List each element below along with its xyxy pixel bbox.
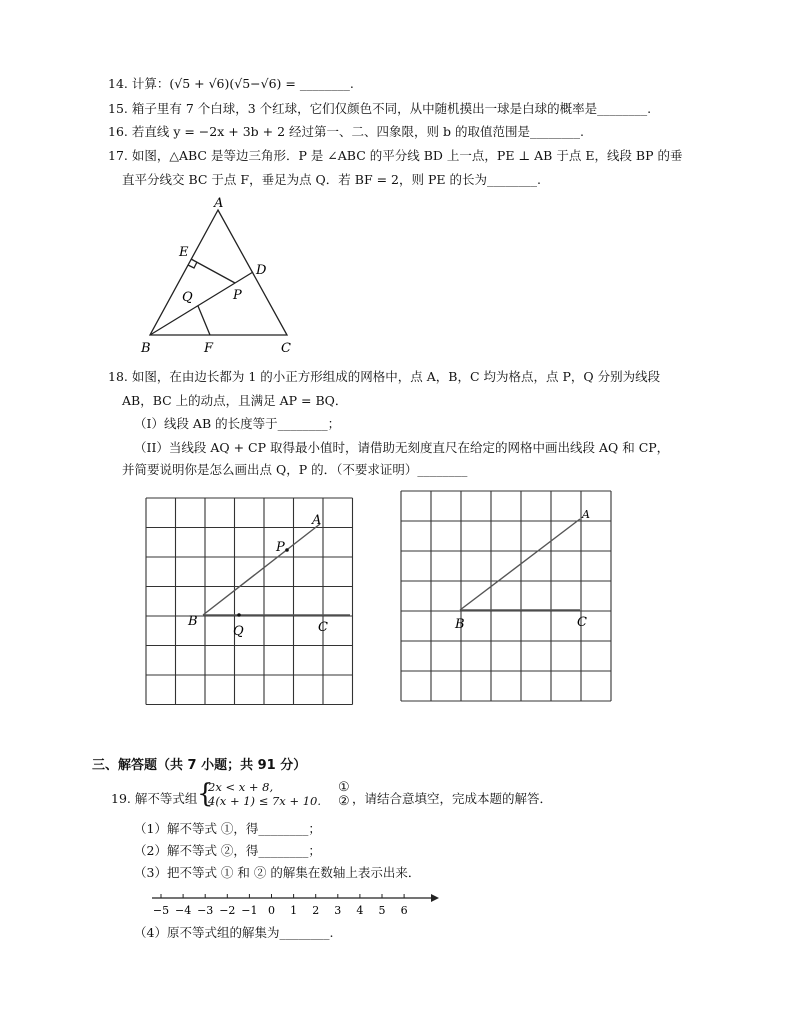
question-19-prefix: 19. 解不等式组 — [111, 791, 198, 806]
question-18-line2: AB，BC 上的动点，且满足 AP = BQ． — [122, 393, 348, 408]
question-19-step4: （4）原不等式组的解集为________. — [134, 925, 334, 940]
triangle-abc — [150, 210, 287, 335]
section-3-heading: 三、解答题（共 7 小题；共 91 分） — [92, 758, 307, 773]
inequality-1: 2x < x + 8, — [208, 780, 274, 794]
number-line-tick-label: 4 — [356, 904, 364, 917]
question-17-line1: 17. 如图，△ABC 是等边三角形．P 是 ∠ABC 的平分线 BD 上一点，PE ⊥ AB 于点 E，线段 BP 的垂 — [108, 148, 683, 163]
number-line-tick-label: −2 — [219, 904, 236, 917]
bisector-bd — [150, 272, 253, 335]
segment-ab — [203, 524, 320, 615]
grid1-label-a: A — [312, 513, 322, 528]
question-18-part2: （II）当线段 AQ + CP 取得最小值时，请借助无刻度直尺在给定的网格中画出线段 AQ 和 CP， — [134, 440, 670, 455]
grid1-label-c: C — [318, 620, 328, 635]
segment-pe — [191, 259, 235, 283]
question-19-step2: （2）解不等式 ②，得________； — [134, 843, 321, 858]
grid2-label-c: C — [577, 615, 587, 630]
question-17-line2: 直平分线交 BC 于点 F，垂足为点 Q．若 BF = 2，则 PE 的长为________. — [122, 172, 541, 187]
label-a: A — [214, 196, 224, 211]
grid2-label-b: B — [455, 617, 465, 632]
segment-ab — [460, 519, 580, 610]
number-line-arrow-icon — [431, 894, 439, 902]
question-18-part3: 并简要说明你是怎么画出点 Q，P 的．（不要求证明）________ — [122, 462, 468, 477]
number-line-tick-label: 2 — [312, 904, 320, 917]
question-15: 15. 箱子里有 7 个白球，3 个红球，它们仅颜色不同，从中随机摸出一球是白球的概率是________. — [108, 101, 652, 116]
number-line-tick-label: 5 — [378, 904, 386, 917]
number-line-tick-label: −3 — [197, 904, 214, 917]
label-e: E — [179, 245, 189, 260]
question-14: 14. 计算：(√5 + √6)(√5−√6) = ________. — [108, 76, 354, 91]
grid1-label-q: Q — [233, 624, 244, 639]
question-16: 16. 若直线 y = −2x + 3b + 2 经过第一、二、四象限，则 b 的取值范围是________. — [108, 124, 584, 139]
question-19-step3: （3）把不等式 ① 和 ② 的解集在数轴上表示出来． — [134, 865, 421, 880]
label-b: B — [141, 341, 151, 356]
question-19-step1: （1）解不等式 ①，得________； — [134, 821, 321, 836]
number-line-tick-label: 0 — [268, 904, 275, 917]
system-brace: { — [197, 779, 214, 809]
mark-2: ② — [338, 794, 350, 809]
number-line-tick-label: −4 — [174, 904, 192, 917]
question-18-line1: 18. 如图，在由边长都为 1 的小正方形组成的网格中，点 A，B，C 均为格点，点 P，Q 分别为线段 — [108, 369, 661, 384]
point-p — [285, 548, 289, 552]
mark-1: ① — [338, 780, 350, 795]
inequality-2: 4(x + 1) ≤ 7x + 10. — [208, 794, 322, 808]
label-q: Q — [182, 290, 193, 305]
number-line-tick-label: 3 — [334, 904, 342, 917]
label-c: C — [281, 341, 291, 356]
grid1-label-b: B — [188, 614, 198, 629]
label-p: P — [233, 288, 242, 303]
number-line-tick-label: 1 — [290, 904, 298, 917]
number-line-tick-label: 6 — [400, 904, 408, 917]
grid-figure-1 — [140, 494, 365, 708]
segment-fq — [198, 306, 210, 335]
question-19-suffix: ，请结合意填空，完成本题的解答． — [352, 791, 553, 806]
question-18-part1: （I）线段 AB 的长度等于________； — [134, 416, 341, 431]
point-q — [237, 613, 241, 617]
grid-figure-2 — [398, 488, 613, 702]
label-d: D — [256, 263, 267, 278]
number-line — [150, 890, 440, 920]
label-f: F — [204, 341, 214, 356]
grid2-label-a: A — [582, 508, 590, 521]
figure-17-triangle — [135, 195, 305, 360]
number-line-tick-label: −5 — [152, 904, 170, 917]
grid1-label-p: P — [276, 540, 285, 555]
number-line-tick-label: −1 — [241, 904, 258, 917]
